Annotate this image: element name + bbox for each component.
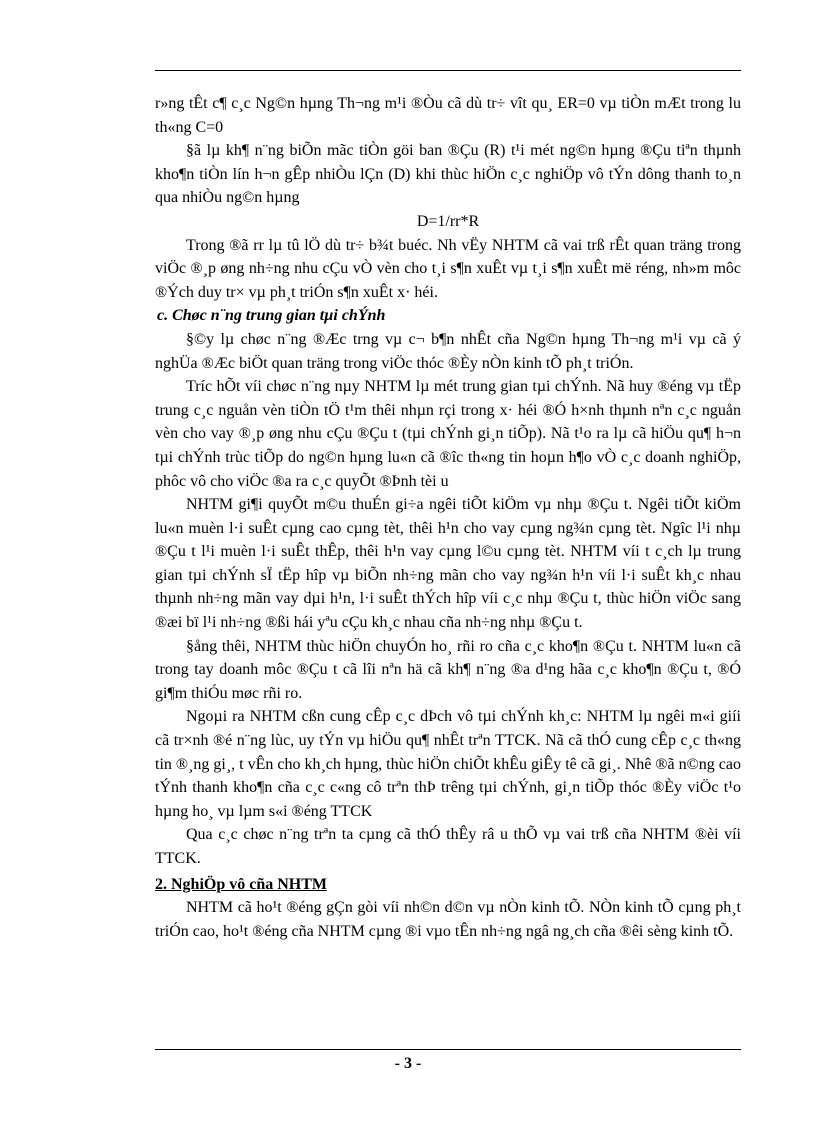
paragraph: Qua c¸c chøc n¨ng trªn ta cµng cã thÓ thÊy râ u thÕ vµ vai trß cña NHTM ®èi víi TTCK. — [155, 826, 741, 867]
paragraph: §ã lµ kh¶ n¨ng biÕn mãc tiÒn göi ban ®Çu (R) t¹i mét ng©n hµng ®Çu tiªn thµnh kho¶n tiÒn lín h¬n gÊp nhiÒu lÇn (D) khi thùc hiÖn c¸c nghiÖp vô tÝn dông thanh to¸n qua nhiÒu ng©n hµng — [155, 142, 741, 207]
paragraph: NHTM gi¶i quyÕt m©u thuÉn gi÷a ngêi tiÕt kiÖm vµ nhµ ®Çu t. Ngêi tiÕt kiÖm lu«n muèn l·i suÊt cµng cao cµng tèt, thêi h¹n cho vay cµng ng¾n cµng tèt. Ngîc l¹i nhµ ®Çu t l¹i muèn l·i suÊt thÊp, thêi h¹n vay cµng l©u cµng tèt. NHTM víi t c¸ch lµ trung gian tµi chÝnh sÏ tËp hîp vµ biÕn nh÷ng mãn cho vay ng¾n h¹n víi l·i suÊt kh¸c nhau thµnh nh÷ng mãn vay dµi h¹n, l·i suÊt thÝch hîp víi c¸c nhµ ®Çu t, thùc hiÖn viÖc sang ®æi bï l¹i nh÷ng ®ßi hái yªu cÇu kh¸c nhau cña nh÷ng nhµ ®Çu t. — [155, 496, 741, 632]
paragraph: Tríc hÕt víi chøc n¨ng nµy NHTM lµ mét trung gian tµi chÝnh. Nã huy ®éng vµ tËp trung c¸c nguån vèn tiÒn tÖ t¹m thêi nhµn rçi trong x· héi ®Ó h×nh thµnh nªn c¸c nguån vèn cho vay ®¸p øng nhu cÇu ®Çu t (tµi chÝnh gi¸n tiÕp). Nã t¹o ra lµ cã hiÖu qu¶ h¬n tµi chÝnh trùc tiÕp do ng©n hµng lu«n cã ®îc th«ng tin hoµn h¶o vÒ c¸c doanh nghiÖp, phôc vô cho viÖc ®a ra c¸c quyÕt ®Þnh tèi u — [155, 378, 741, 490]
formula: D=1/rr*R — [416, 212, 480, 230]
header-rule — [155, 70, 741, 71]
page-number: - 3 - — [394, 1055, 422, 1072]
footer-rule — [155, 1049, 741, 1050]
paragraph: Trong ®ã rr lµ tû lÖ dù tr÷ b¾t buéc. Nh vËy NHTM cã vai trß rÊt quan träng trong viÖc ®¸p øng nh÷ng nhu cÇu vÒ vèn cho t¸i s¶n xuÊt vµ t¸i s¶n xuÊt më réng, nh»m môc ®Ých duy tr× vµ ph¸t triÓn s¶n xuÊt x· héi. — [155, 236, 741, 301]
section-heading: c. Chøc n¨ng trung gian tµi chÝnh — [157, 307, 386, 325]
section-heading: 2. NghiÖp vô cña NHTM — [155, 875, 328, 893]
paragraph: §©y lµ chøc n¨ng ®Æc trng vµ c¬ b¶n nhÊt cña Ng©n hµng Th¬ng m¹i vµ cã ý nghÜa ®Æc biÖt quan träng trong viÖc thóc ®Èy nÒn kinh tÕ ph¸t triÓn. — [155, 330, 741, 372]
paragraph: Ngoµi ra NHTM cßn cung cÊp c¸c dÞch vô tµi chÝnh kh¸c: NHTM lµ ngêi m«i giíi cã tr×nh ®é n¨ng lùc, uy tÝn vµ hiÖu qu¶ nhÊt trªn TTCK. Nã cã thÓ cung cÊp c¸c th«ng tin ®¸ng gi¸, t vÊn cho kh¸ch hµng, thùc hiÖn chiÕt khÊu giÊy tê cã gi¸. Nhê ®ã n©ng cao tÝnh thanh kho¶n cña c¸c c«ng cô trªn thÞ trêng tµi chÝnh, gi¸n tiÕp thóc ®Èy viÖc t¹o hµng ho¸ vµ lµm s«i ®éng TTCK — [155, 708, 741, 820]
paragraph: §ång thêi, NHTM thùc hiÖn chuyÓn ho¸ rñi ro cña c¸c kho¶n ®Çu t. NHTM lu«n cã trong tay doanh môc ®Çu t cã lîi nªn hä cã kh¶ n¨ng ®a d¹ng hãa c¸c kho¶n ®Çu t, ®Ó gi¶m thiÓu møc rñi ro. — [155, 637, 741, 702]
body-text — [155, 92, 741, 943]
paragraph: NHTM cã ho¹t ®éng gÇn gòi víi nh©n d©n vµ nÒn kinh tÕ. NÒn kinh tÕ cµng ph¸t triÓn cao, ho¹t ®éng cña NHTM cµng ®i vµo tÊn nh÷ng ngâ ng¸ch cña ®êi sèng kinh tÕ. — [155, 899, 741, 940]
paragraph: r»ng tÊt c¶ c¸c Ng©n hµng Th¬ng m¹i ®Òu cã dù tr÷ vît qu¸ ER=0 vµ tiÒn mÆt trong lu th«ng C=0 — [155, 95, 741, 136]
